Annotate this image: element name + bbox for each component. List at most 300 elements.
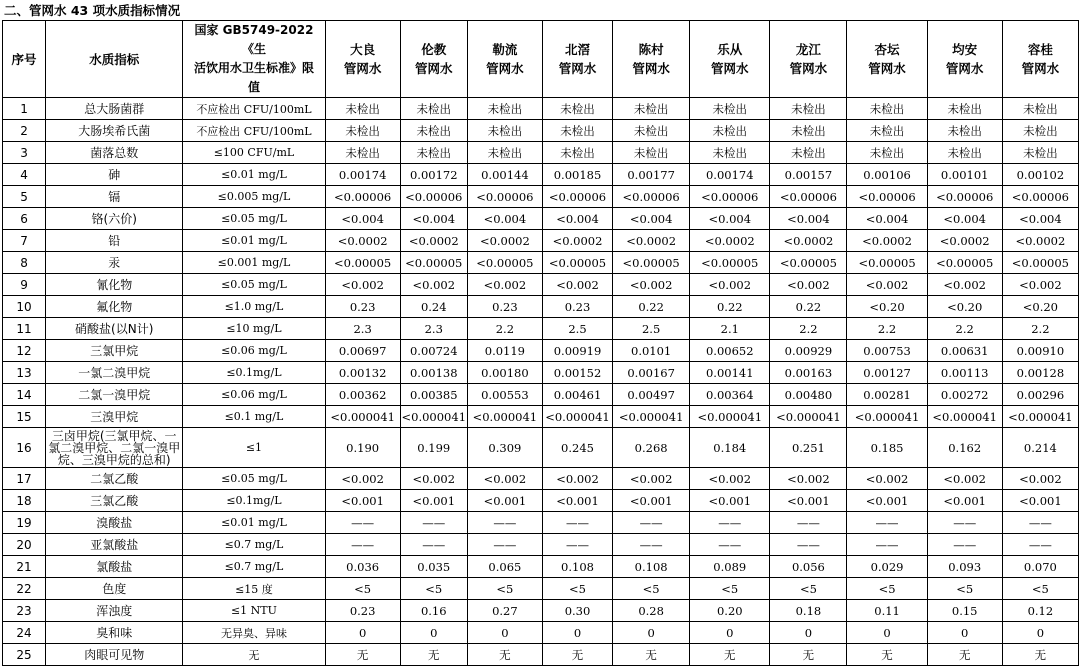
indicator-cell: 一氯二溴甲烷 [46, 362, 183, 384]
header-site [927, 21, 1002, 98]
table-row [3, 142, 1079, 164]
measurement-cell: <0.001 [400, 490, 467, 512]
measurement-cell: <0.002 [400, 468, 467, 490]
header-site [770, 21, 847, 98]
site-type: 管网水 [343, 61, 382, 76]
table-row [3, 600, 1079, 622]
measurement-cell: —— [927, 534, 1002, 556]
measurement-cell: 0 [770, 622, 847, 644]
measurement-cell: 无 [467, 644, 542, 666]
measurement-cell: 未检出 [467, 142, 542, 164]
measurement-cell: 未检出 [325, 98, 400, 120]
standard-limit-cell: ≤0.001 mg/L [183, 252, 325, 274]
measurement-cell: 2.5 [613, 318, 690, 340]
measurement-cell: 0.162 [927, 428, 1002, 468]
table-row [3, 556, 1079, 578]
measurement-cell: 0.00157 [770, 164, 847, 186]
measurement-cell: 未检出 [613, 142, 690, 164]
header-site [325, 21, 400, 98]
measurement-cell: <0.00006 [325, 186, 400, 208]
standard-limit-cell: ≤1 NTU [183, 600, 325, 622]
measurement-cell: <0.004 [613, 208, 690, 230]
measurement-cell: 0.190 [325, 428, 400, 468]
measurement-cell: 0.245 [542, 428, 612, 468]
measurement-cell: 0.18 [770, 600, 847, 622]
standard-limit-cell: 无异臭、异味 [183, 622, 325, 644]
measurement-cell: <0.004 [1002, 208, 1078, 230]
measurement-cell: 未检出 [690, 98, 770, 120]
indicator-cell: 二氯乙酸 [46, 468, 183, 490]
standard-limit-cell: ≤0.7 mg/L [183, 534, 325, 556]
measurement-cell: <0.001 [542, 490, 612, 512]
indicator-cell: 总大肠菌群 [46, 98, 183, 120]
measurement-cell: 2.2 [847, 318, 927, 340]
measurement-cell: 未检出 [400, 120, 467, 142]
indicator-cell: 铅 [46, 230, 183, 252]
indicator-cell: 硝酸盐(以N计) [46, 318, 183, 340]
measurement-cell: <0.004 [542, 208, 612, 230]
standard-limit-cell: ≤1 [183, 428, 325, 468]
header-site [467, 21, 542, 98]
row-index-cell: 5 [3, 186, 46, 208]
indicator-cell: 大肠埃希氏菌 [46, 120, 183, 142]
standard-limit-cell: ≤0.005 mg/L [183, 186, 325, 208]
measurement-cell: 0.27 [467, 600, 542, 622]
indicator-cell: 三氯乙酸 [46, 490, 183, 512]
measurement-cell: 0.15 [927, 600, 1002, 622]
measurement-cell: <0.000041 [1002, 406, 1078, 428]
header-standard-line: 值 [247, 80, 260, 94]
measurement-cell: <0.001 [927, 490, 1002, 512]
measurement-cell: 未检出 [1002, 142, 1078, 164]
measurement-cell: <0.002 [927, 468, 1002, 490]
measurement-cell: <5 [770, 578, 847, 600]
measurement-cell: <5 [927, 578, 1002, 600]
measurement-cell: 0 [467, 622, 542, 644]
measurement-cell: <5 [847, 578, 927, 600]
row-index-cell: 10 [3, 296, 46, 318]
measurement-cell: —— [542, 534, 612, 556]
measurement-cell: 0.00174 [690, 164, 770, 186]
measurement-cell: <0.0002 [400, 230, 467, 252]
indicator-cell: 溴酸盐 [46, 512, 183, 534]
site-type: 管网水 [632, 61, 670, 76]
measurement-cell: <0.002 [613, 274, 690, 296]
measurement-cell: <0.000041 [690, 406, 770, 428]
measurement-cell: 0.00102 [1002, 164, 1078, 186]
table-row [3, 512, 1079, 534]
measurement-cell: 未检出 [542, 98, 612, 120]
measurement-cell: —— [542, 512, 612, 534]
indicator-cell: 臭和味 [46, 622, 183, 644]
table-body [3, 98, 1079, 666]
header-standard [183, 21, 325, 98]
row-index-cell: 16 [3, 428, 46, 468]
measurement-cell: <0.00006 [847, 186, 927, 208]
measurement-cell: 0 [1002, 622, 1078, 644]
measurement-cell: <0.0002 [1002, 230, 1078, 252]
standard-limit-cell: ≤0.01 mg/L [183, 512, 325, 534]
measurement-cell: <0.20 [927, 296, 1002, 318]
measurement-cell: —— [400, 512, 467, 534]
header-row [3, 21, 1079, 98]
row-index-cell: 23 [3, 600, 46, 622]
measurement-cell: <0.002 [847, 468, 927, 490]
measurement-cell: <0.001 [613, 490, 690, 512]
table-row [3, 384, 1079, 406]
table-row [3, 340, 1079, 362]
measurement-cell: <0.000041 [325, 406, 400, 428]
table-row [3, 428, 1079, 468]
measurement-cell: 0.00152 [542, 362, 612, 384]
measurement-cell: <0.20 [1002, 296, 1078, 318]
measurement-cell: 0.00106 [847, 164, 927, 186]
measurement-cell: 0.108 [542, 556, 612, 578]
measurement-cell: <0.002 [325, 274, 400, 296]
measurement-cell: 未检出 [927, 98, 1002, 120]
measurement-cell: <0.001 [690, 490, 770, 512]
measurement-cell: <0.0002 [690, 230, 770, 252]
indicator-cell: 氰化物 [46, 274, 183, 296]
measurement-cell: 0.23 [467, 296, 542, 318]
site-type: 管网水 [1021, 61, 1060, 76]
measurement-cell: 0.0119 [467, 340, 542, 362]
measurement-cell: <0.002 [613, 468, 690, 490]
measurement-cell: <0.004 [467, 208, 542, 230]
measurement-cell: 0.00753 [847, 340, 927, 362]
standard-limit-cell: ≤100 CFU/mL [183, 142, 325, 164]
measurement-cell: <0.001 [467, 490, 542, 512]
table-row [3, 186, 1079, 208]
measurement-cell: —— [1002, 512, 1078, 534]
standard-limit-cell: ≤0.05 mg/L [183, 468, 325, 490]
measurement-cell: 0.00385 [400, 384, 467, 406]
row-index-cell: 18 [3, 490, 46, 512]
measurement-cell: <0.00006 [927, 186, 1002, 208]
measurement-cell: <0.0002 [542, 230, 612, 252]
table-row [3, 534, 1079, 556]
measurement-cell: <0.002 [770, 468, 847, 490]
measurement-cell: 0.00177 [613, 164, 690, 186]
measurement-cell: <0.000041 [613, 406, 690, 428]
measurement-cell: 0.00172 [400, 164, 467, 186]
site-type: 管网水 [789, 61, 828, 76]
indicator-cell: 浑浊度 [46, 600, 183, 622]
measurement-cell: —— [325, 512, 400, 534]
standard-limit-cell: ≤0.1mg/L [183, 490, 325, 512]
standard-limit-cell: 不应检出 CFU/100mL [183, 98, 325, 120]
measurement-cell: 未检出 [1002, 120, 1078, 142]
table-row [3, 362, 1079, 384]
measurement-cell: 0.00697 [325, 340, 400, 362]
measurement-cell: 0.035 [400, 556, 467, 578]
row-index-cell: 13 [3, 362, 46, 384]
table-row [3, 644, 1079, 666]
measurement-cell: <0.000041 [400, 406, 467, 428]
measurement-cell: 2.2 [770, 318, 847, 340]
measurement-cell: <0.004 [400, 208, 467, 230]
measurement-cell: 0.00480 [770, 384, 847, 406]
measurement-cell: 0.185 [847, 428, 927, 468]
site-name: 均安 [952, 42, 978, 57]
measurement-cell: <0.0002 [613, 230, 690, 252]
indicator-cell: 镉 [46, 186, 183, 208]
measurement-cell: 0.23 [542, 296, 612, 318]
header-site [690, 21, 770, 98]
measurement-cell: <0.0002 [770, 230, 847, 252]
measurement-cell: 0.070 [1002, 556, 1078, 578]
measurement-cell: <0.002 [690, 274, 770, 296]
site-type: 管网水 [486, 61, 524, 76]
measurement-cell: <0.002 [1002, 468, 1078, 490]
indicator-cell: 汞 [46, 252, 183, 274]
measurement-cell: 0.00631 [927, 340, 1002, 362]
measurement-cell: <0.002 [847, 274, 927, 296]
measurement-cell: 0.00724 [400, 340, 467, 362]
standard-limit-cell: ≤0.1mg/L [183, 362, 325, 384]
measurement-cell: 无 [927, 644, 1002, 666]
row-index-cell: 11 [3, 318, 46, 340]
measurement-cell: 0.00364 [690, 384, 770, 406]
table-row [3, 468, 1079, 490]
measurement-cell: 2.3 [325, 318, 400, 340]
measurement-cell: 0.22 [690, 296, 770, 318]
row-index-cell: 21 [3, 556, 46, 578]
site-name: 龙江 [795, 42, 821, 57]
measurement-cell: 未检出 [325, 142, 400, 164]
measurement-cell: 0.089 [690, 556, 770, 578]
measurement-cell: <0.20 [847, 296, 927, 318]
measurement-cell: 无 [770, 644, 847, 666]
measurement-cell: —— [847, 512, 927, 534]
indicator-cell: 三溴甲烷 [46, 406, 183, 428]
header-site [1002, 21, 1078, 98]
row-index-cell: 12 [3, 340, 46, 362]
measurement-cell: 无 [325, 644, 400, 666]
indicator-cell: 色度 [46, 578, 183, 600]
measurement-cell: <0.00006 [613, 186, 690, 208]
measurement-cell: <0.002 [770, 274, 847, 296]
standard-limit-cell: ≤15 度 [183, 578, 325, 600]
measurement-cell: 0.00127 [847, 362, 927, 384]
row-index-cell: 9 [3, 274, 46, 296]
measurement-cell: 0.28 [613, 600, 690, 622]
measurement-cell: —— [325, 534, 400, 556]
table-row [3, 252, 1079, 274]
measurement-cell: <0.004 [847, 208, 927, 230]
measurement-cell: <5 [613, 578, 690, 600]
measurement-cell: <0.00005 [400, 252, 467, 274]
measurement-cell: <0.000041 [467, 406, 542, 428]
measurement-cell: <0.00005 [927, 252, 1002, 274]
row-index-cell: 22 [3, 578, 46, 600]
measurement-cell: 未检出 [690, 142, 770, 164]
table-row [3, 120, 1079, 142]
measurement-cell: 0.00144 [467, 164, 542, 186]
measurement-cell: 0.00553 [467, 384, 542, 406]
measurement-cell: 2.2 [1002, 318, 1078, 340]
measurement-cell: <0.000041 [847, 406, 927, 428]
measurement-cell: <0.004 [325, 208, 400, 230]
measurement-cell: 0.00281 [847, 384, 927, 406]
measurement-cell: 2.5 [542, 318, 612, 340]
indicator-cell: 氯酸盐 [46, 556, 183, 578]
measurement-cell: —— [770, 512, 847, 534]
measurement-cell: <0.000041 [770, 406, 847, 428]
measurement-cell: 0.00185 [542, 164, 612, 186]
measurement-cell: 未检出 [927, 142, 1002, 164]
measurement-cell: <0.00006 [1002, 186, 1078, 208]
measurement-cell: 无 [542, 644, 612, 666]
site-type: 管网水 [415, 61, 453, 76]
measurement-cell: 未检出 [400, 98, 467, 120]
standard-limit-cell: ≤0.01 mg/L [183, 230, 325, 252]
measurement-cell: 未检出 [927, 120, 1002, 142]
site-name: 伦教 [421, 42, 447, 57]
measurement-cell: 0.268 [613, 428, 690, 468]
header-site [542, 21, 612, 98]
row-index-cell: 4 [3, 164, 46, 186]
measurement-cell: —— [690, 534, 770, 556]
site-type: 管网水 [945, 61, 984, 76]
measurement-cell: 无 [690, 644, 770, 666]
measurement-cell: 0.00272 [927, 384, 1002, 406]
indicator-cell: 铬(六价) [46, 208, 183, 230]
measurement-cell: <5 [690, 578, 770, 600]
measurement-cell: <0.0002 [847, 230, 927, 252]
row-index-cell: 1 [3, 98, 46, 120]
measurement-cell: <0.00006 [542, 186, 612, 208]
measurement-cell: 0 [690, 622, 770, 644]
measurement-cell: 0 [927, 622, 1002, 644]
measurement-cell: 0.00497 [613, 384, 690, 406]
measurement-cell: 0.23 [325, 296, 400, 318]
measurement-cell: <0.001 [770, 490, 847, 512]
measurement-cell: <0.002 [467, 468, 542, 490]
measurement-cell: <0.004 [770, 208, 847, 230]
measurement-cell: 未检出 [847, 98, 927, 120]
measurement-cell: 0.00174 [325, 164, 400, 186]
measurement-cell: 0.214 [1002, 428, 1078, 468]
measurement-cell: 0.065 [467, 556, 542, 578]
site-name: 容桂 [1027, 42, 1053, 57]
measurement-cell: 0.093 [927, 556, 1002, 578]
measurement-cell: <0.002 [542, 468, 612, 490]
measurement-cell: <0.00005 [467, 252, 542, 274]
measurement-cell: 未检出 [847, 120, 927, 142]
standard-limit-cell: 不应检出 CFU/100mL [183, 120, 325, 142]
measurement-cell: <0.000041 [542, 406, 612, 428]
indicator-cell: 三卤甲烷(三氯甲烷、一氯二溴甲烷、二氯一溴甲烷、三溴甲烷的总和) [46, 428, 183, 468]
table-row [3, 406, 1079, 428]
measurement-cell: 2.1 [690, 318, 770, 340]
row-index-cell: 15 [3, 406, 46, 428]
measurement-cell: 2.2 [927, 318, 1002, 340]
measurement-cell: 0.00362 [325, 384, 400, 406]
measurement-cell: 0.00167 [613, 362, 690, 384]
site-name: 大良 [350, 42, 376, 57]
row-index-cell: 20 [3, 534, 46, 556]
measurement-cell: 0.16 [400, 600, 467, 622]
measurement-cell: 0.036 [325, 556, 400, 578]
standard-limit-cell: ≤0.7 mg/L [183, 556, 325, 578]
measurement-cell: 0.00141 [690, 362, 770, 384]
measurement-cell: <0.00005 [847, 252, 927, 274]
row-index-cell: 14 [3, 384, 46, 406]
header-standard-line: 活饮用水卫生标准》限 [193, 61, 314, 75]
measurement-cell: 0.00296 [1002, 384, 1078, 406]
measurement-cell: <0.00006 [770, 186, 847, 208]
measurement-cell: <0.002 [325, 468, 400, 490]
measurement-cell: <0.002 [927, 274, 1002, 296]
measurement-cell: 0.22 [613, 296, 690, 318]
measurement-cell: <5 [325, 578, 400, 600]
measurement-cell: <0.004 [927, 208, 1002, 230]
measurement-cell: 未检出 [1002, 98, 1078, 120]
table-row [3, 274, 1079, 296]
site-name: 乐从 [717, 42, 743, 57]
table-row [3, 490, 1079, 512]
measurement-cell: 0.20 [690, 600, 770, 622]
measurement-cell: <0.00005 [325, 252, 400, 274]
measurement-cell: <0.00005 [613, 252, 690, 274]
indicator-cell: 肉眼可见物 [46, 644, 183, 666]
standard-limit-cell: ≤0.05 mg/L [183, 274, 325, 296]
measurement-cell: <0.000041 [927, 406, 1002, 428]
measurement-cell: <0.00006 [467, 186, 542, 208]
measurement-cell: 未检出 [542, 142, 612, 164]
site-type: 管网水 [711, 61, 749, 76]
standard-limit-cell: ≤0.05 mg/L [183, 208, 325, 230]
measurement-cell: <0.00006 [400, 186, 467, 208]
header-indicator: 水质指标 [46, 21, 183, 98]
measurement-cell: <0.001 [847, 490, 927, 512]
measurement-cell: —— [613, 512, 690, 534]
site-name: 北滘 [564, 42, 590, 57]
indicator-cell: 氟化物 [46, 296, 183, 318]
table-row [3, 230, 1079, 252]
table-row [3, 98, 1079, 120]
measurement-cell: 0 [613, 622, 690, 644]
measurement-cell: —— [613, 534, 690, 556]
measurement-cell: 0.00113 [927, 362, 1002, 384]
measurement-cell: 0.00180 [467, 362, 542, 384]
measurement-cell: 未检出 [400, 142, 467, 164]
measurement-cell: 0.11 [847, 600, 927, 622]
measurement-cell: 0.00461 [542, 384, 612, 406]
measurement-cell: <0.002 [400, 274, 467, 296]
measurement-cell: 无 [613, 644, 690, 666]
indicator-cell: 三氯甲烷 [46, 340, 183, 362]
measurement-cell: 未检出 [467, 98, 542, 120]
table-row [3, 208, 1079, 230]
measurement-cell: 未检出 [613, 98, 690, 120]
indicator-cell: 亚氯酸盐 [46, 534, 183, 556]
measurement-cell: 未检出 [690, 120, 770, 142]
measurement-cell: 0.00132 [325, 362, 400, 384]
measurement-cell: <5 [467, 578, 542, 600]
measurement-cell: 无 [400, 644, 467, 666]
measurement-cell: 未检出 [770, 98, 847, 120]
measurement-cell: 0.00929 [770, 340, 847, 362]
row-index-cell: 2 [3, 120, 46, 142]
measurement-cell: <0.00006 [690, 186, 770, 208]
measurement-cell: 0.029 [847, 556, 927, 578]
measurement-cell: 未检出 [847, 142, 927, 164]
measurement-cell: 0.00128 [1002, 362, 1078, 384]
measurement-cell: 0.24 [400, 296, 467, 318]
measurement-cell: 0.00919 [542, 340, 612, 362]
